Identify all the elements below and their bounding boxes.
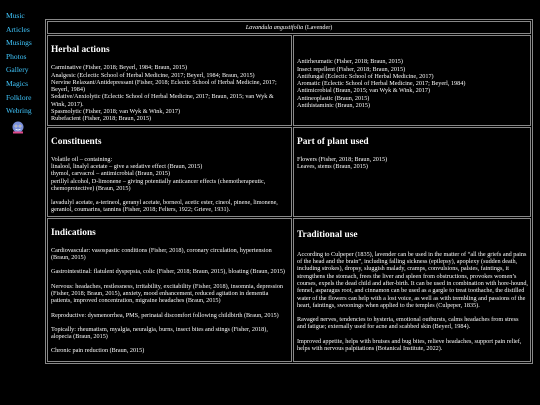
traditional-para: Improved appetite, helps with bruises and bug bites, relieve headaches, support pain relief, helps with nervous palpitations (Botanical Institute, 2022). (297, 337, 522, 353)
indication-para: Topically: rheumatism, myalgia, neuralgia, burns, insect bites and stings (Fisher, 2018), alopecia (Braun, 2015) (51, 325, 268, 341)
action-item: Rubefacient (Fisher, 2018; Braun, 2015) (51, 115, 152, 123)
traditional-para: Ravaged nerves, tendencies to hysteria, emotional outbursts, calms headaches from stress and fatigue; externally used for acne and scabbed skin (Beyerl, 1984). (297, 316, 519, 331)
action-item: Antineoplastic (Braun, 2015) (297, 94, 370, 102)
nav-link-music[interactable]: Music (6, 11, 25, 20)
action-item: Sedative/Anxiolytic (Eclectic School of Herbal Medicine, 2017; Braun, 2015; van Wyk & Wink, 2017). (51, 93, 274, 108)
constituent-line: thymol, carvacrol – antimicrobial (Braun, 2015) (51, 170, 171, 178)
nav-link-articles[interactable]: Articles (6, 24, 30, 34)
part-used-cell (293, 127, 531, 217)
spacer (297, 38, 528, 58)
action-item: Antirheumatic (Fisher, 2018; Braun, 2015) (297, 58, 403, 66)
indication-para: Gastrointestinal: flatulent dyspepsia, colic (Fisher, 2018; Braun, 2015), bloating (Braun, 2015) (51, 268, 285, 276)
action-item: Spasmolytic (Fisher, 2018; van Wyk & Wink, 2017) (51, 108, 181, 116)
constituents-heading: Constituents (51, 136, 102, 147)
action-item: Carminative (Fisher, 2018; Beyerl, 1984; Braun, 2015) (51, 64, 188, 72)
sidebar-nav (0, 0, 45, 139)
traditional-para: According to Culpeper (1835), lavender can be used in the matter of “all the griefs and pains of the head and the brain”, including falling sickness (epilepsy), apoplexy (sudden death, including strokes), dropsy, sluggish malady, cramps, convulsions, palsies, faintings, it strengthens the stomach, frees the liver and spleen from obstructions, provokes women’s courses, expels the dead child and after-birth. It can be used in combination with hore-hound, fennel, asparagus root, and cinnamon can be used as a gargle to treat toothache, the distilled water of the flowers can help with a lost voice, as well as with trembling and passions of the heart, faintings, swoonings when applied to the temples (Culpeper, 1835). (297, 250, 528, 309)
traditional-use-heading: Traditional use (297, 229, 358, 240)
indications-heading: Indications (51, 227, 96, 238)
constituent-line: perillyl alcohol, D-limonene – giving potentially anticancer effects (chemotherapeutic, chemoprotective) (Braun, 2015) (51, 177, 266, 192)
indication-para: Chronic pain reduction (Braun, 2015) (51, 347, 145, 355)
action-item: Antifungal (Eclectic School of Herbal Medicine, 2017) (297, 72, 434, 80)
constituents-cell (47, 127, 292, 217)
herbal-actions-cell (47, 35, 292, 125)
nav-link-photos[interactable]: Photos (6, 51, 27, 61)
part-used-heading: Part of plant used (297, 136, 369, 147)
main-content (45, 19, 533, 364)
action-item: Antimicrobial (Braun, 2015; van Wyk & Wink, 2017) (297, 87, 431, 95)
page-title (47, 21, 531, 34)
nav-link-webring[interactable]: Webring (6, 106, 32, 116)
part-used-line: Flowers (Fisher, 2018; Braun, 2015) (297, 155, 388, 163)
common-name: (Lavender) (303, 24, 333, 31)
herbal-actions-cont-cell (293, 35, 531, 125)
nav-link-gallery[interactable]: Gallery (6, 65, 29, 75)
nav-link-musings[interactable]: Musings (6, 38, 32, 48)
webring-badge-icon[interactable] (11, 120, 25, 134)
action-item: Nervine Relaxant/Antidepressant (Fisher, 2018; Eclectic School of Herbal Medicine, 2017; Beyerl, 1984) (51, 78, 277, 94)
herb-table (45, 19, 533, 364)
indication-para: Nervous: headaches, restlessness, irritability, excitability (Fisher, 2018), insomnia, depression (Fisher, 2018; Braun, 2015), anxiety, mood enhancement, reduced agitation in dementia patients, improved concentration, migraine headaches (Braun, 2015) (51, 282, 284, 305)
action-item: Antihistaminic (Braun, 2015) (297, 102, 371, 110)
indication-para: Reproductive: dysmenorrhea, PMS, perinatal discomfort following childbirth (Braun, 2015) (51, 311, 279, 319)
constituent-line: linalool, linalyl acetate – give a sedative effect (Braun, 2015) (51, 162, 203, 170)
nav-link-folklore[interactable]: Folklore (6, 92, 32, 102)
indication-para: Cardiovascular: vasospastic conditions (Fisher, 2018), coronary circulation, hypertension (Braun, 2015) (51, 246, 272, 262)
constituent-line: Volatile oil – containing: (51, 155, 113, 163)
nav-link-magics[interactable]: Magics (6, 78, 29, 88)
latin-name: Lavandula angustifolia (245, 24, 304, 31)
herbal-actions-heading: Herbal actions (51, 45, 110, 56)
action-item: Aromatic (Eclectic School of Herbal Medicine, 2017; Beyerl, 1984) (297, 80, 466, 88)
part-used-line: Leaves, stems (Braun, 2015) (297, 162, 368, 170)
action-item: Analgesic (Eclectic School of Herbal Medicine, 2017; Beyerl, 1984; Braun, 2015) (51, 71, 255, 79)
action-item: Insect repellent (Fisher, 2018; Braun, 2015) (297, 65, 406, 73)
indications-cell (47, 218, 292, 363)
traditional-use-cell (293, 218, 531, 363)
constituent-line: lavadulyl acetate, a-terineol, geranyl acetate, borneol, acetic ester, cineol, pinene, limonene, geraniol, coumarins, tannins (Fisher, 2018; Felters, 1922; Grieve, 1931). (51, 199, 278, 214)
